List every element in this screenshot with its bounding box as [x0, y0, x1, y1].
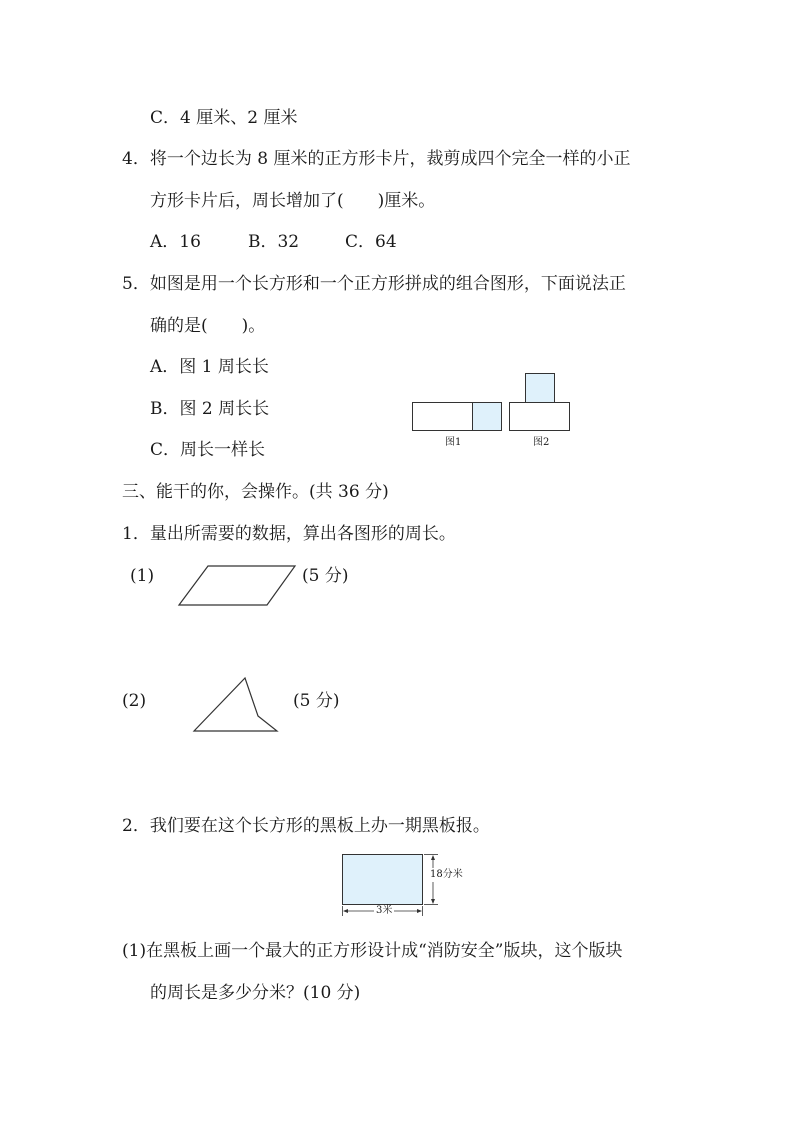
q5-text-line1: 5．如图是用一个长方形和一个正方形拼成的组合图形，下面说法正: [122, 274, 626, 294]
parallelogram-figure: [175, 560, 300, 610]
s3-q2-sub1-line1: (1)在黑板上画一个最大的正方形设计成“消防安全”版块，这个版块: [122, 941, 623, 961]
q3-option-c: C．4 厘米、2 厘米: [150, 108, 298, 128]
figure-2-rectangle: [510, 403, 570, 431]
figure-1: [413, 403, 502, 431]
s3-q1-part1-score: (5 分): [302, 566, 349, 586]
figure-2: [510, 374, 570, 431]
q5-option-c: C．周长一样长: [150, 440, 266, 460]
q5-option-b: B．图 2 周长长: [150, 399, 270, 419]
q5-text-line2: 确的是( )。: [150, 316, 266, 336]
blackboard-height-label: 18分米: [430, 869, 463, 880]
blackboard-width-label: 3米: [376, 905, 393, 916]
blackboard-figure: [338, 850, 468, 918]
s3-q1-part1-label: (1): [130, 566, 155, 586]
figure-2-square: [526, 374, 555, 403]
q5-combined-figures: [405, 370, 580, 452]
section3-heading: 三、能干的你，会操作。(共 36 分): [122, 482, 389, 502]
s3-q1-part2-score: (5 分): [293, 691, 340, 711]
figure-2-caption: 图2: [533, 437, 550, 448]
figure-1-square: [473, 403, 502, 431]
s3-q2-sub1-line2: 的周长是多少分米？(10 分): [150, 983, 361, 1003]
q4-option-a: A．16: [150, 232, 201, 252]
q4-text-line2: 方形卡片后，周长增加了( )厘米。: [150, 191, 436, 211]
blackboard-rectangle: [343, 855, 423, 905]
q5-option-a: A．图 1 周长长: [150, 357, 269, 377]
q4-text-line1: 4．将一个边长为 8 厘米的正方形卡片，裁剪成四个完全一样的小正: [122, 149, 631, 169]
s3-q1-part2-label: (2): [122, 691, 147, 711]
s3-q2-text: 2．我们要在这个长方形的黑板上办一期黑板报。: [122, 816, 490, 836]
q4-option-b: B．32: [248, 232, 300, 252]
s3-q1-text: 1．量出所需要的数据，算出各图形的周长。: [122, 524, 456, 544]
figure-1-caption: 图1: [445, 437, 462, 448]
q4-option-c: C．64: [345, 232, 397, 252]
parallelogram-shape: [179, 566, 295, 605]
triangle-shape: [194, 678, 277, 731]
figure-1-rectangle: [413, 403, 473, 431]
triangle-figure: [190, 674, 282, 736]
